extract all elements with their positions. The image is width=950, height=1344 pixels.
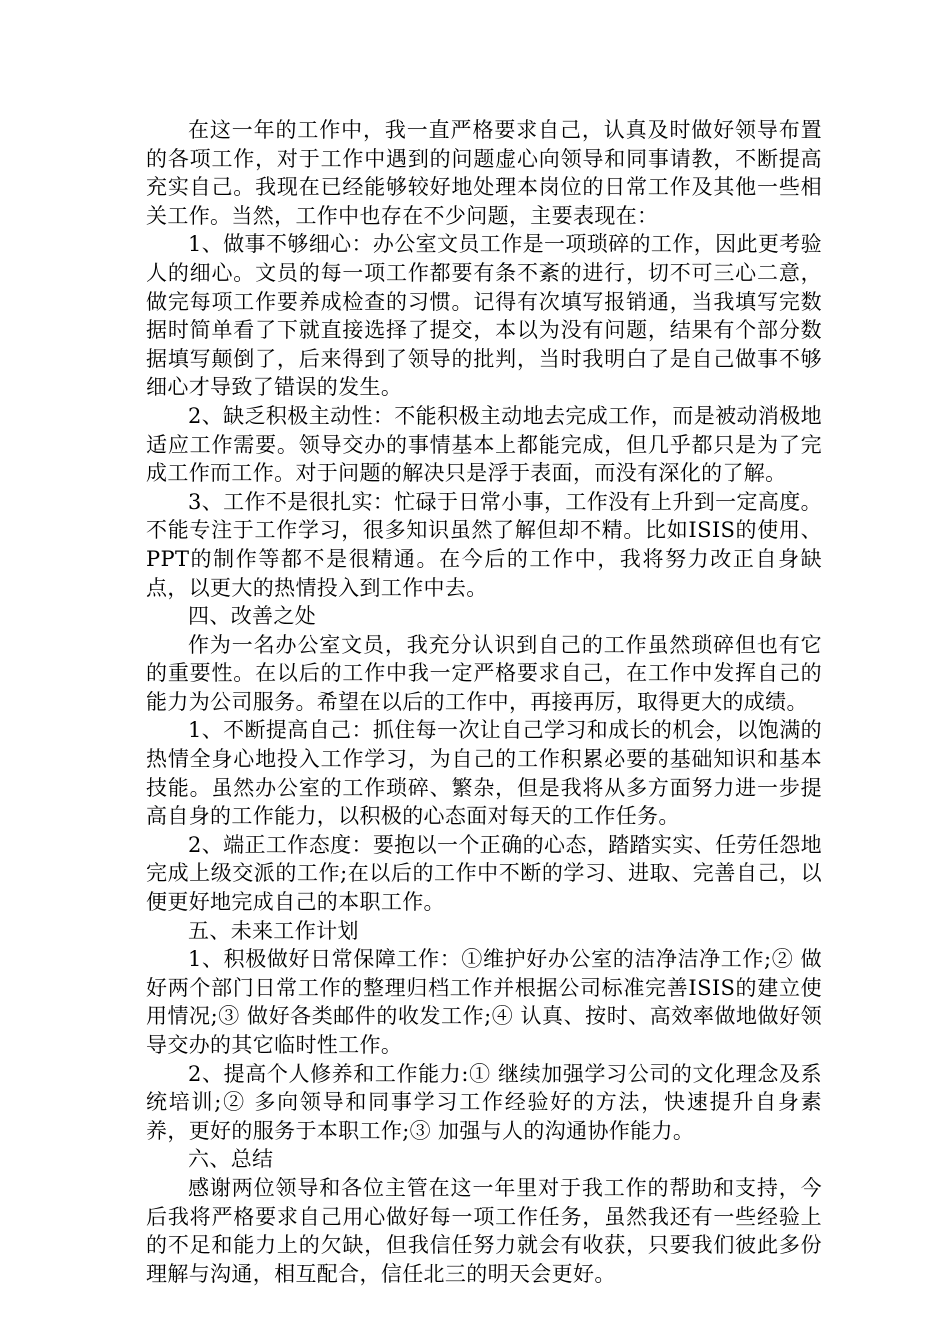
paragraph-issue-1: 1、做事不够细心：办公室文员工作是一项琐碎的工作，因此更考验人的细心。文员的每一项工作都要有条不紊的进行，切不可三心二意，做完每项工作要养成检查的习惯。记得有次填写报销通，当我填写完数据时简单看了下就直接选择了提交，本以为没有问题，结果有个部分数据填写颠倒了，后来得到了领导的批判，当时我明白了是自己做事不够细心才导致了错误的发生。	[146, 232, 822, 400]
paragraph-plan-1: 1、积极做好日常保障工作：①维护好办公室的洁净洁净工作;② 做好两个部门日常工作的整理归档工作并根据公司标准完善ISIS的建立使用情况;③ 做好各类邮件的收发工作;④ 认真、按时、高效率做地做好领导交办的其它临时性工作。	[146, 947, 822, 1057]
paragraph-improvement-1: 1、不断提高自己：抓住每一次让自己学习和成长的机会，以饱满的热情全身心地投入工作学习，为自己的工作积累必要的基础知识和基本技能。虽然办公室的工作琐碎、繁杂，但是我将从多方面努力进一步提高自身的工作能力，以积极的心态面对每天的工作任务。	[146, 718, 822, 829]
section-heading-plan: 五、未来工作计划	[188, 918, 359, 943]
paragraph-summary: 感谢两位领导和各位主管在这一年里对于我工作的帮助和支持，今后我将严格要求自己用心做好每一项工作任务，虽然我还有一些经验上的不足和能力上的欠缺，但我信任努力就会有收获，只要我们彼此多份理解与沟通，相互配合，信任北三的明天会更好。	[146, 1175, 822, 1286]
paragraph-improvement-intro: 作为一名办公室文员，我充分认识到自己的工作虽然琐碎但也有它的重要性。在以后的工作中我一定严格要求自己，在工作中发挥自己的能力为公司服务。希望在以后的工作中，再接再厉，取得更大的成绩。	[146, 632, 822, 714]
section-heading-summary: 六、总结	[188, 1147, 274, 1172]
document-body	[146, 116, 822, 1288]
paragraph-issue-2: 2、缺乏积极主动性：不能积极主动地去完成工作，而是被动消极地适应工作需要。领导交办的事情基本上都能完成，但几乎都只是为了完成工作而工作。对于问题的解决只是浮于表面，而没有深化的了解。	[146, 403, 822, 486]
paragraph-improvement-2: 2、端正工作态度：要抱以一个正确的心态，踏踏实实、任劳任怨地完成上级交派的工作;在以后的工作中不断的学习、进取、完善自己，以便更好地完成自己的本职工作。	[146, 832, 822, 915]
section-heading-improvement: 四、改善之处	[188, 604, 317, 629]
paragraph-issue-3: 3、工作不是很扎实：忙碌于日常小事，工作没有上升到一定高度。不能专注于工作学习，很多知识虽然了解但却不精。比如ISIS的使用、PPT的制作等都不是很精通。在今后的工作中，我将努力改正自身缺点，以更大的热情投入到工作中去。	[146, 489, 822, 600]
paragraph-plan-2: 2、提高个人修养和工作能力:① 继续加强学习公司的文化理念及系统培训;② 多向领导和同事学习工作经验好的方法，快速提升自身素养，更好的服务于本职工作;③ 加强与人的沟通协作能力。	[146, 1061, 822, 1143]
paragraph-intro: 在这一年的工作中，我一直严格要求自己，认真及时做好领导布置的各项工作，对于工作中遇到的问题虚心向领导和同事请教，不断提高充实自己。我现在已经能够较好地处理本岗位的日常工作及其他一些相关工作。当然，工作中也存在不少问题，主要表现在：	[146, 118, 822, 228]
